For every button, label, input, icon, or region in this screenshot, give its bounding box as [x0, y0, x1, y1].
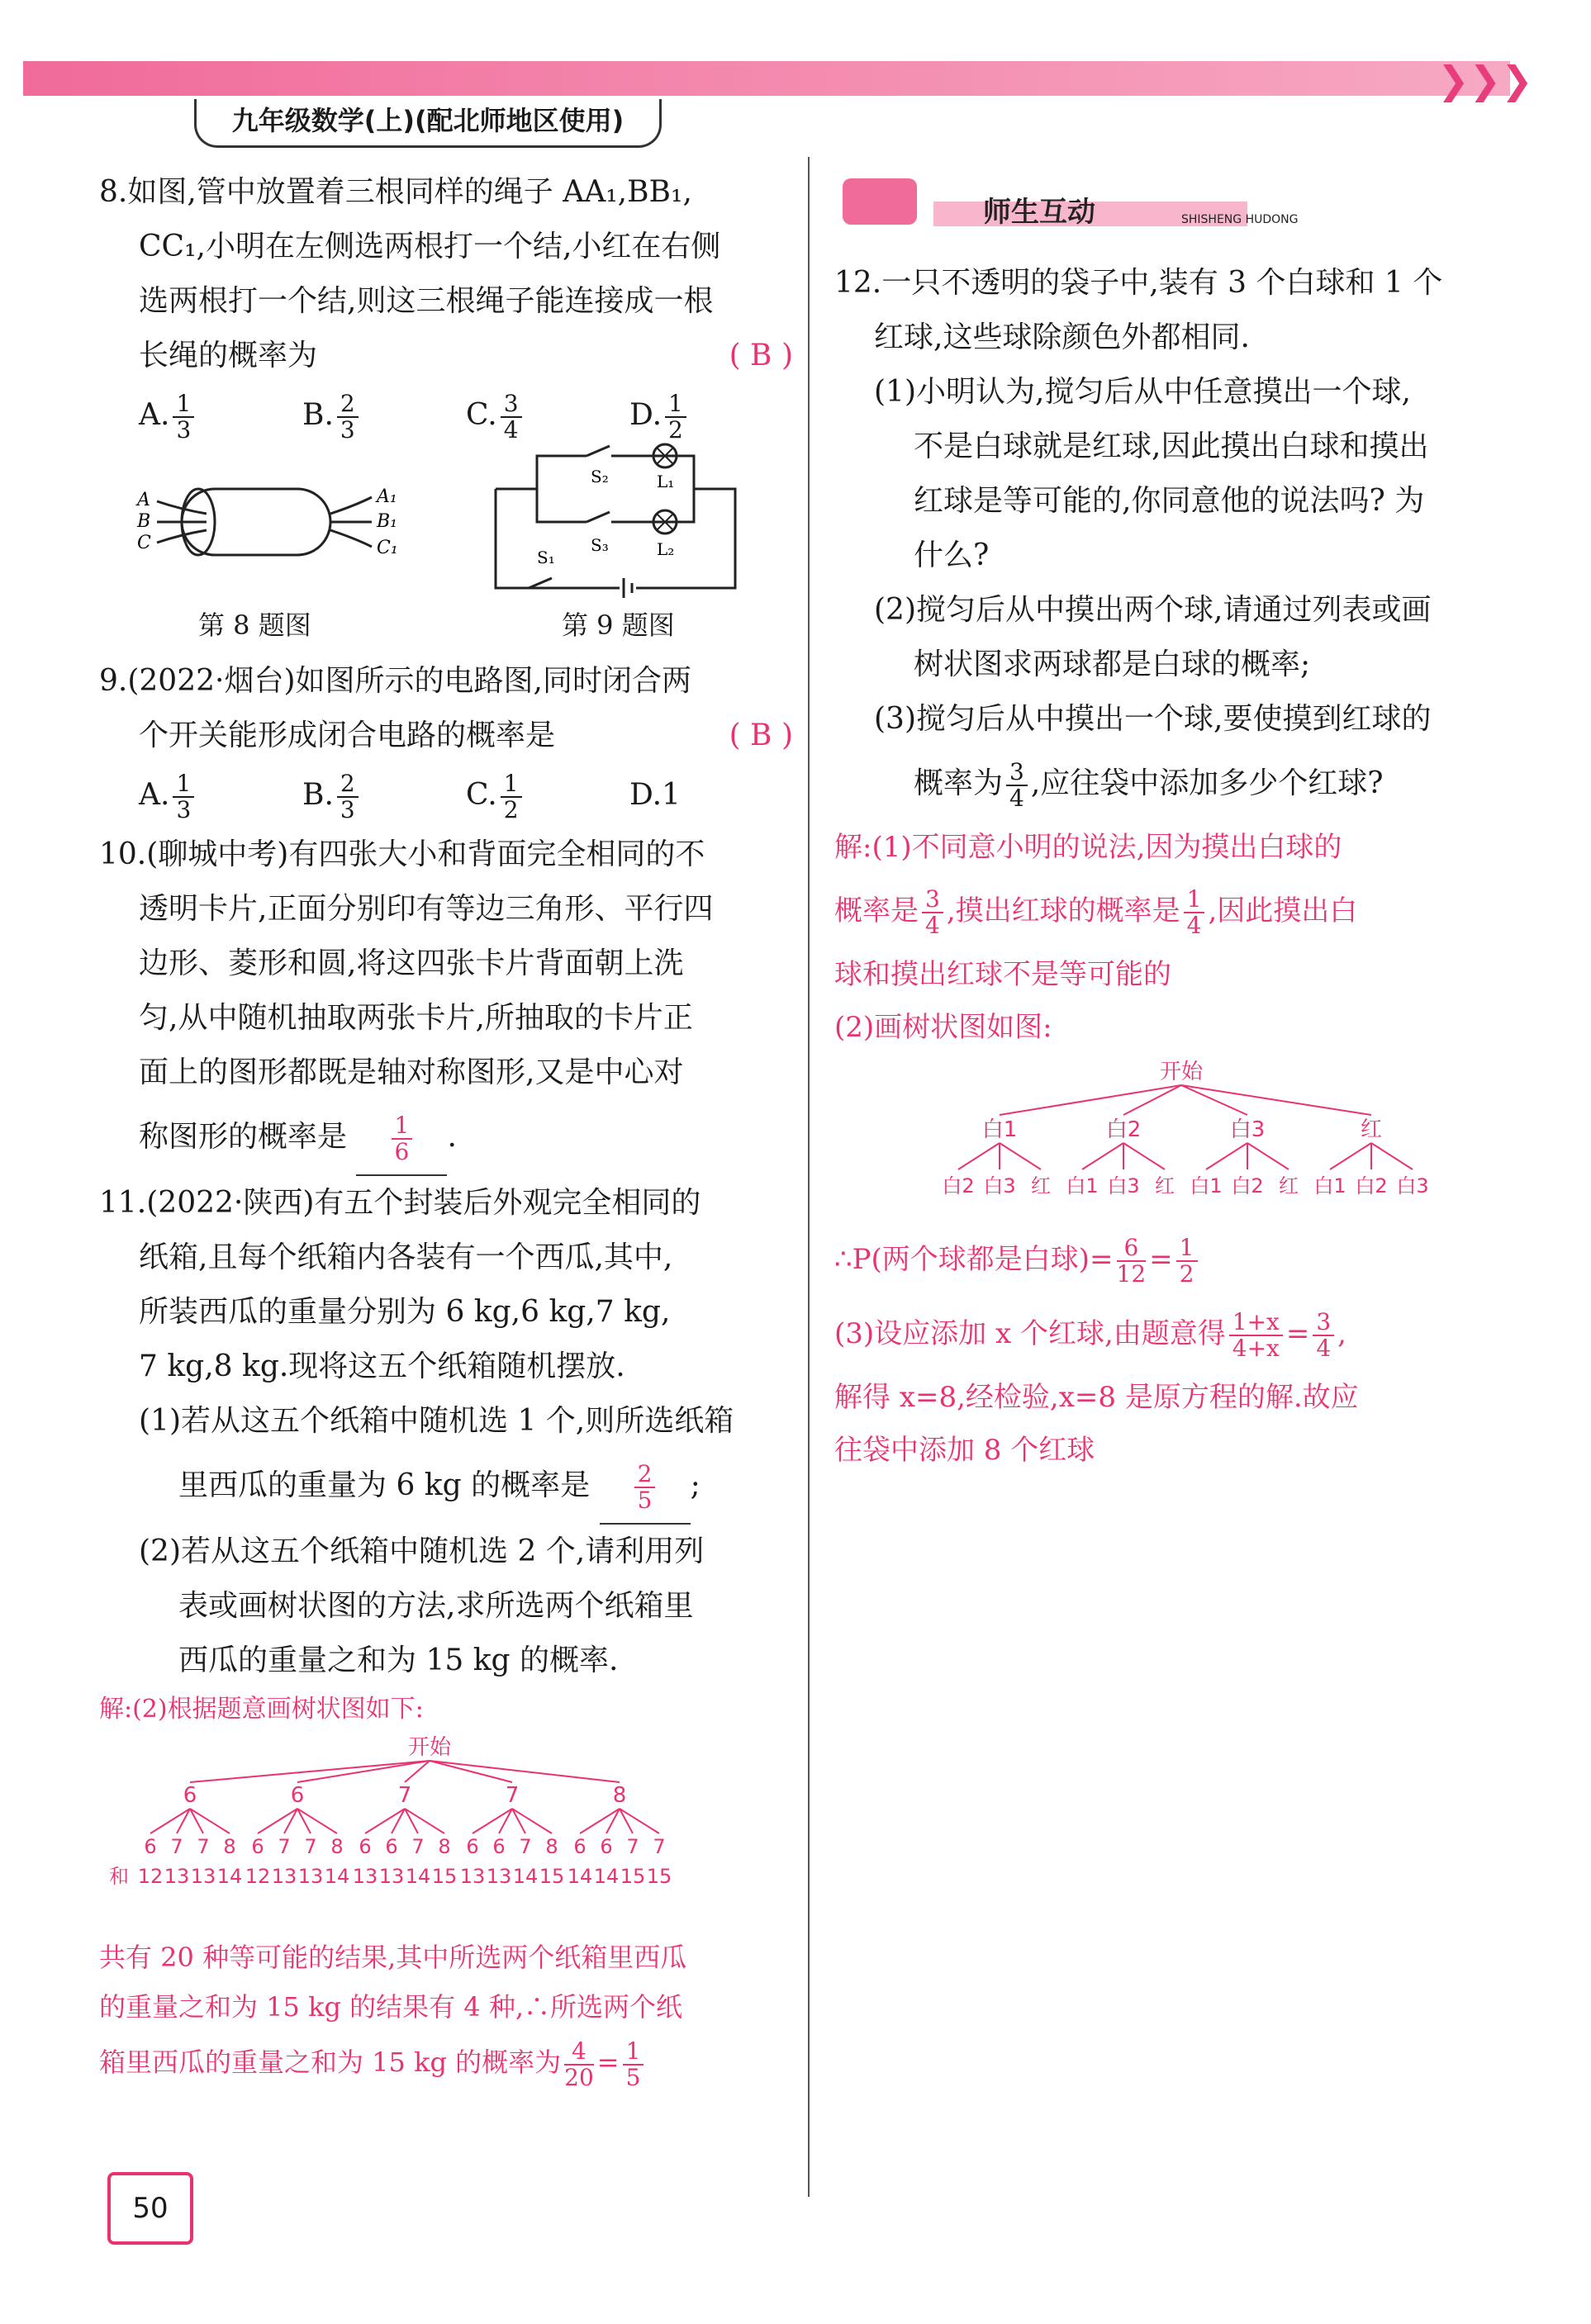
q12-sol1-line2: 概率是 $\frac{3}{4}$ ,摸出红球的概率是 $\frac{1}{4}$ ,因此摸出白	[834, 885, 1358, 939]
q12-sol3-line: 解得 x=8,经检验,x=8 是原方程的解.故应	[834, 1381, 1359, 1414]
q9-option: A. $\frac{1}{3}$	[139, 768, 302, 823]
tree-node: 6	[290, 1783, 305, 1808]
fig9-caption: 第 9 题图	[562, 609, 675, 641]
column-divider	[808, 157, 810, 2197]
q8-option: D. $\frac{1}{2}$	[629, 388, 793, 443]
tree-leaf: 8	[438, 1835, 451, 1858]
tree-sum: 13	[459, 1865, 486, 1888]
tree-branch	[430, 1761, 512, 1782]
q11-line: 所装西瓜的重量分别为 6 kg,6 kg,7 kg,	[139, 1295, 671, 1329]
q8-line: 8.如图,管中放置着三根同样的绳子 AA₁,BB₁,	[99, 175, 692, 209]
q11-line: 7 kg,8 kg.现将这五个纸箱随机摆放.	[139, 1349, 625, 1383]
fig8-label: C	[137, 533, 151, 553]
fig8-label: B₁	[377, 511, 397, 532]
tree-sum: 13	[352, 1865, 378, 1888]
tree-leaf: 白2	[1355, 1174, 1388, 1198]
question-8	[99, 165, 793, 443]
tree-leaf: 6	[466, 1835, 479, 1858]
q8-options	[99, 388, 793, 443]
q11-line: 纸箱,且每个纸箱内各装有一个西瓜,其中,	[139, 1240, 673, 1274]
tree-leaf: 6	[492, 1835, 506, 1858]
q12-p1-line: 不是白球就是红球,因此摸出白球和摸出	[914, 429, 1429, 463]
tree-node: 红	[1360, 1117, 1383, 1142]
q12-p3-line-last: 概率为 $\frac{3}{4}$ ,应往袋中添加多少个红球?	[914, 758, 1384, 812]
tree-branch	[1082, 1143, 1123, 1169]
fig9-label: S₃	[591, 535, 609, 555]
tree-leaf: 白3	[983, 1174, 1016, 1198]
fig8-label: A	[137, 490, 150, 510]
tree-sum: 14	[405, 1865, 431, 1888]
q9-option: D.1	[629, 778, 681, 812]
tree-node: 6	[183, 1783, 197, 1808]
tree-leaf: 8	[223, 1835, 236, 1858]
tree-root: 开始	[1159, 1060, 1204, 1084]
tree-branch	[1247, 1143, 1289, 1169]
tree-branch	[1206, 1143, 1247, 1169]
tree-leaf: 红	[1155, 1174, 1175, 1198]
q12-sol3-line: 往袋中添加 8 个红球	[834, 1434, 1095, 1467]
tree-leaf: 6	[600, 1835, 613, 1858]
q9-answer: ( B )	[729, 719, 793, 752]
tree-leaf: 6	[251, 1835, 264, 1858]
q12-p1-line: 什么?	[914, 538, 990, 572]
tree-sum: 13	[378, 1865, 405, 1888]
tree-sum: 13	[271, 1865, 297, 1888]
tree-leaf: 8	[545, 1835, 558, 1858]
tree-leaf: 7	[197, 1835, 210, 1858]
q12-p1-line: (1)小明认为,搅匀后从中任意摸出一个球,	[874, 375, 1411, 409]
q11-sol-intro: 解:(2)根据题意画树状图如下:	[99, 1695, 424, 1724]
q11-p2-line: 西瓜的重量之和为 15 kg 的概率.	[178, 1643, 619, 1677]
tree-branch	[1371, 1143, 1413, 1169]
q11-sol-line: 共有 20 种等可能的结果,其中所选两个纸箱里西瓜	[99, 1942, 687, 1973]
q10-line: 面上的图形都既是轴对称图形,又是中心对	[139, 1055, 684, 1089]
tree-node: 8	[612, 1783, 627, 1808]
q12-sol2-result: ∴P(两个球都是白球)= $\frac{6}{12}$ = $\frac{1}{2}$	[834, 1222, 1520, 1297]
tree-leaf: 白3	[1107, 1174, 1140, 1198]
tree-sum: 13	[190, 1865, 216, 1888]
q8-option: A. $\frac{1}{3}$	[139, 388, 302, 443]
q10-line: 匀,从中随机抽取两张卡片,所抽取的卡片正	[139, 1001, 693, 1035]
tree-root: 开始	[407, 1735, 452, 1760]
q12-p2-line: 树状图求两球都是白球的概率;	[914, 647, 1311, 681]
tree-node: 白1	[981, 1117, 1018, 1142]
q8-line-last	[99, 329, 793, 383]
tree-branch	[190, 1761, 430, 1782]
q8-line: 选两根打一个结,则这三根绳子能连接成一根	[139, 284, 714, 318]
q8-line: CC₁,小明在左侧选两根打一个结,小红在右侧	[139, 230, 721, 263]
tree-sum: 15	[620, 1865, 646, 1888]
q12-sol1-line: 球和摸出红球不是等可能的	[834, 958, 1171, 991]
tree-sum: 14	[567, 1865, 593, 1888]
tree-sum: 15	[646, 1865, 672, 1888]
book-title: 九年级数学(上)(配北师地区使用)	[194, 99, 662, 148]
page-number: 50	[107, 2172, 193, 2245]
tree-node: 7	[505, 1783, 520, 1808]
q10-line-last: 称图形的概率是 $\frac{1}{6}$ .	[99, 1100, 793, 1176]
question-10	[99, 828, 793, 1176]
q12-sol2-intro: (2)画树状图如图:	[834, 1011, 1052, 1044]
q12-tree	[834, 1054, 1462, 1219]
tree-sum-label: 和	[109, 1865, 129, 1888]
q9-option: C. $\frac{1}{2}$	[466, 768, 629, 823]
tree-branch	[1123, 1143, 1165, 1169]
tree-leaf: 6	[144, 1835, 157, 1858]
q11-p1-line-last: 里西瓜的重量为 6 kg 的概率是 $\frac{2}{5}$ ;	[99, 1449, 793, 1525]
tree-leaf: 7	[411, 1835, 425, 1858]
q9-option: B. $\frac{2}{3}$	[302, 768, 466, 823]
tree-sum: 12	[137, 1865, 164, 1888]
right-column	[834, 256, 1520, 1477]
tree-leaf: 7	[519, 1835, 532, 1858]
tree-node: 白3	[1229, 1117, 1266, 1142]
q8-line: 长绳的概率为	[139, 339, 318, 372]
tree-sum: 14	[216, 1865, 243, 1888]
q11-line: 11.(2022·陕西)有五个封装后外观完全相同的	[99, 1186, 701, 1220]
q10-answer: $\frac{1}{6}$	[356, 1100, 447, 1176]
q11-p1-line: (1)若从这五个纸箱中随机选 1 个,则所选纸箱	[139, 1404, 734, 1438]
header-banner	[23, 61, 1510, 96]
tree-leaf: 红	[1031, 1174, 1051, 1198]
q10-line: 透明卡片,正面分别印有等边三角形、平行四	[139, 892, 714, 926]
tree-node: 白2	[1105, 1117, 1142, 1142]
tree-leaf: 白1	[1313, 1174, 1346, 1198]
fig8-label: A₁	[377, 486, 397, 507]
tree-leaf: 白2	[1231, 1174, 1264, 1198]
tree-branch	[1000, 1143, 1041, 1169]
q10-line: 10.(聊城中考)有四张大小和背面完全相同的不	[99, 837, 705, 871]
tree-sum: 14	[324, 1865, 350, 1888]
tree-sum: 14	[512, 1865, 539, 1888]
tree-sum: 13	[164, 1865, 190, 1888]
tree-leaf: 6	[573, 1835, 587, 1858]
tree-leaf: 白1	[1190, 1174, 1223, 1198]
fig8-label: B	[137, 511, 151, 532]
q12-sol1-line: 解:(1)不同意小明的说法,因为摸出白球的	[834, 831, 1342, 864]
q11-p2-line: (2)若从这五个纸箱中随机选 2 个,请利用列	[139, 1534, 705, 1568]
q10-line: 边形、菱形和圆,将这四张卡片背面朝上洗	[139, 946, 684, 980]
q11-p2-line: 表或画树状图的方法,求所选两个纸箱里	[178, 1589, 694, 1623]
tree-leaf: 7	[653, 1835, 666, 1858]
tree-sum: 12	[245, 1865, 271, 1888]
tree-leaf: 6	[385, 1835, 398, 1858]
q9-line: 9.(2022·烟台)如图所示的电路图,同时闭合两	[99, 664, 691, 698]
circuit-figure	[487, 439, 768, 605]
q8-option: C. $\frac{3}{4}$	[466, 388, 629, 443]
tree-sum: 15	[431, 1865, 458, 1888]
tree-sum: 13	[297, 1865, 324, 1888]
tube-figure	[132, 464, 405, 588]
tree-branch	[430, 1761, 620, 1782]
fig9-label: S₂	[591, 467, 609, 486]
tree-leaf: 7	[304, 1835, 317, 1858]
tree-branch	[958, 1143, 1000, 1169]
q9-options	[99, 768, 793, 823]
tree-leaf: 8	[330, 1835, 344, 1858]
tree-leaf: 白1	[1066, 1174, 1099, 1198]
q8-option: B. $\frac{2}{3}$	[302, 388, 466, 443]
q12-line: 12.一只不透明的袋子中,装有 3 个白球和 1 个	[834, 266, 1443, 300]
section-subtitle: SHISHENG HUDONG	[1181, 213, 1299, 226]
q11-tree	[99, 1731, 777, 1929]
fig9-label: S₁	[537, 548, 555, 567]
tree-branch	[1181, 1085, 1371, 1115]
q12-p1-line: 红球是等可能的,你同意他的说法吗? 为	[914, 484, 1425, 518]
tree-leaf: 7	[170, 1835, 183, 1858]
q12-p3-line: (3)搅匀后从中摸出一个球,要使摸到红球的	[874, 702, 1432, 736]
tree-sum: 14	[593, 1865, 620, 1888]
q11-sol-final: 箱里西瓜的重量之和为 15 kg 的概率为 $\frac{4}{20}$ = $\frac{1}{5}$	[99, 2032, 793, 2093]
chevrons-icon: ❯❯❯	[1437, 58, 1533, 102]
tree-leaf: 6	[359, 1835, 372, 1858]
figures-row	[99, 448, 793, 654]
tree-leaf: 红	[1279, 1174, 1299, 1198]
q11-p1-answer: $\frac{2}{5}$	[600, 1449, 691, 1525]
tree-sum: 15	[539, 1865, 565, 1888]
tree-leaf: 7	[626, 1835, 639, 1858]
q8-answer: ( B )	[729, 339, 793, 372]
tree-leaf: 白3	[1396, 1174, 1429, 1198]
q12-p2-line: (2)搅匀后从中摸出两个球,请通过列表或画	[874, 593, 1432, 627]
q11-sol-line: 的重量之和为 15 kg 的结果有 4 种,∴所选两个纸	[99, 1991, 682, 2023]
fig8-caption: 第 8 题图	[198, 609, 311, 641]
fig9-label: L₂	[657, 539, 675, 559]
tree-node: 7	[397, 1783, 412, 1808]
question-11	[99, 1176, 793, 2093]
q9-line-last	[99, 709, 793, 763]
question-9	[99, 654, 793, 823]
tree-sum: 13	[486, 1865, 512, 1888]
tree-branch	[1330, 1143, 1371, 1169]
section-title: 师生互动	[983, 196, 1095, 228]
tree-leaf: 白2	[942, 1174, 975, 1198]
q9-line: 个开关能形成闭合电路的概率是	[139, 719, 556, 752]
q12-line: 红球,这些球除颜色外都相同.	[874, 320, 1250, 354]
section-banner	[843, 170, 1371, 228]
q12-sol3-line: (3)设应添加 x 个红球,由题意得 $\frac{1+x}{4+x}$ = $\frac{3}{4}$ ,	[834, 1308, 1346, 1362]
fig9-label: L₁	[657, 472, 675, 491]
left-column	[99, 165, 793, 2093]
question-12	[834, 256, 1520, 1477]
fig8-label: C₁	[377, 538, 398, 558]
tree-leaf: 7	[278, 1835, 291, 1858]
